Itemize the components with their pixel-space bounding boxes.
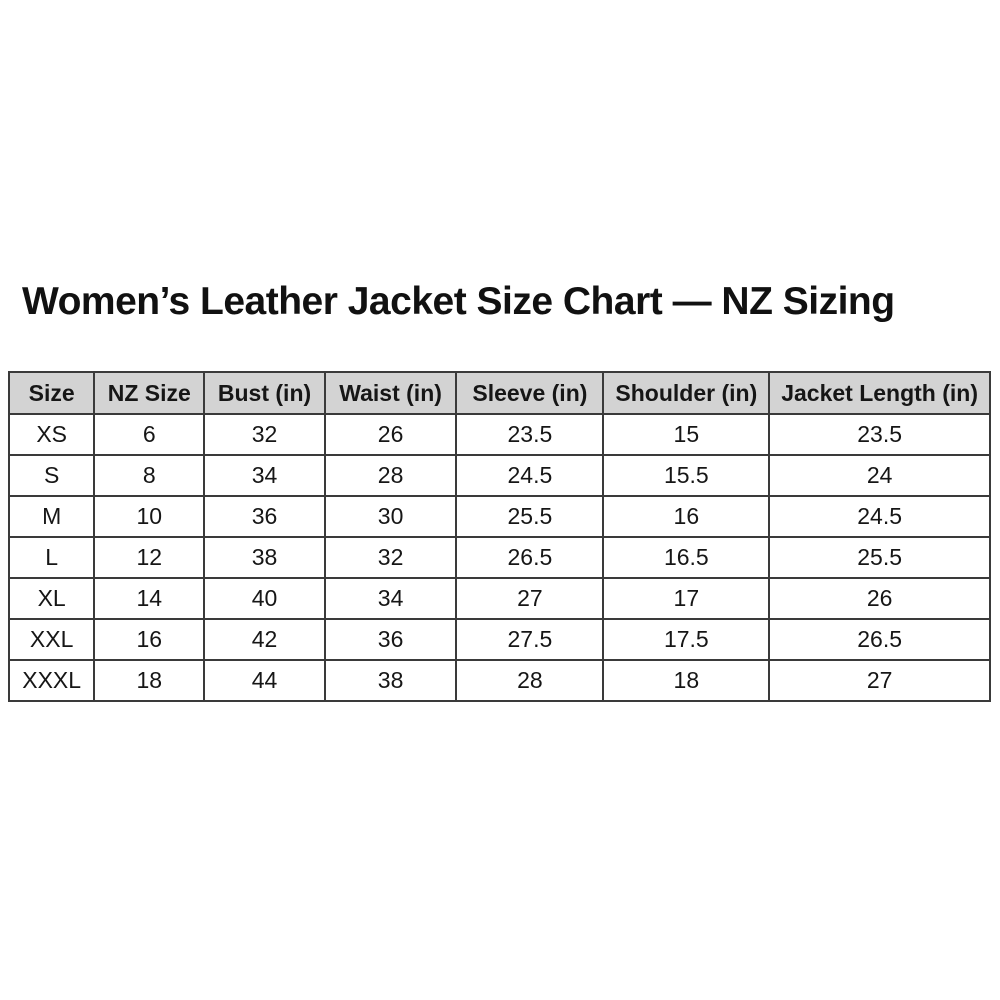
table-cell: 10 <box>94 496 204 537</box>
table-cell: 27.5 <box>456 619 603 660</box>
column-header: Jacket Length (in) <box>769 372 990 414</box>
table-cell: 42 <box>204 619 325 660</box>
table-row <box>9 414 990 455</box>
table-cell: 38 <box>204 537 325 578</box>
table-cell: 30 <box>325 496 456 537</box>
table-cell: 16.5 <box>603 537 769 578</box>
table-cell: 15.5 <box>603 455 769 496</box>
table-cell: 8 <box>94 455 204 496</box>
table-cell: 36 <box>204 496 325 537</box>
table-row <box>9 496 990 537</box>
table-cell: 6 <box>94 414 204 455</box>
table-cell: 25.5 <box>769 537 990 578</box>
table-row <box>9 619 990 660</box>
table-cell: 24.5 <box>456 455 603 496</box>
column-header: Shoulder (in) <box>603 372 769 414</box>
column-header: Size <box>9 372 94 414</box>
size-chart-table <box>8 371 991 702</box>
table-row <box>9 578 990 619</box>
table-cell: 28 <box>325 455 456 496</box>
table-cell: XXL <box>9 619 94 660</box>
table-cell: 23.5 <box>769 414 990 455</box>
table-cell: 26 <box>325 414 456 455</box>
table-cell: 16 <box>94 619 204 660</box>
column-header: Bust (in) <box>204 372 325 414</box>
table-row <box>9 455 990 496</box>
table-row <box>9 660 990 701</box>
table-cell: 32 <box>325 537 456 578</box>
table-cell: 26 <box>769 578 990 619</box>
table-cell: XL <box>9 578 94 619</box>
table-cell: 24.5 <box>769 496 990 537</box>
table-cell: 12 <box>94 537 204 578</box>
table-cell: 40 <box>204 578 325 619</box>
table-cell: 36 <box>325 619 456 660</box>
table-cell: XXXL <box>9 660 94 701</box>
column-header: Sleeve (in) <box>456 372 603 414</box>
table-cell: 27 <box>456 578 603 619</box>
table-cell: 23.5 <box>456 414 603 455</box>
table-header <box>9 372 990 414</box>
table-cell: 15 <box>603 414 769 455</box>
table-cell: 44 <box>204 660 325 701</box>
column-header: NZ Size <box>94 372 204 414</box>
table-cell: 18 <box>94 660 204 701</box>
column-header: Waist (in) <box>325 372 456 414</box>
table-cell: 14 <box>94 578 204 619</box>
table-cell: 34 <box>204 455 325 496</box>
table-cell: 26.5 <box>769 619 990 660</box>
table-cell: S <box>9 455 94 496</box>
table-body <box>9 414 990 701</box>
table-cell: 27 <box>769 660 990 701</box>
table-cell: 28 <box>456 660 603 701</box>
table-cell: 17 <box>603 578 769 619</box>
table-cell: L <box>9 537 94 578</box>
page-title: Women’s Leather Jacket Size Chart — NZ Sizing <box>22 280 895 323</box>
table-header-row <box>9 372 990 414</box>
table-cell: M <box>9 496 94 537</box>
table-cell: 38 <box>325 660 456 701</box>
table-cell: 17.5 <box>603 619 769 660</box>
table-row <box>9 537 990 578</box>
table-cell: 24 <box>769 455 990 496</box>
table-cell: XS <box>9 414 94 455</box>
table-cell: 18 <box>603 660 769 701</box>
table-cell: 26.5 <box>456 537 603 578</box>
table-cell: 32 <box>204 414 325 455</box>
table-cell: 25.5 <box>456 496 603 537</box>
table-cell: 34 <box>325 578 456 619</box>
table-cell: 16 <box>603 496 769 537</box>
